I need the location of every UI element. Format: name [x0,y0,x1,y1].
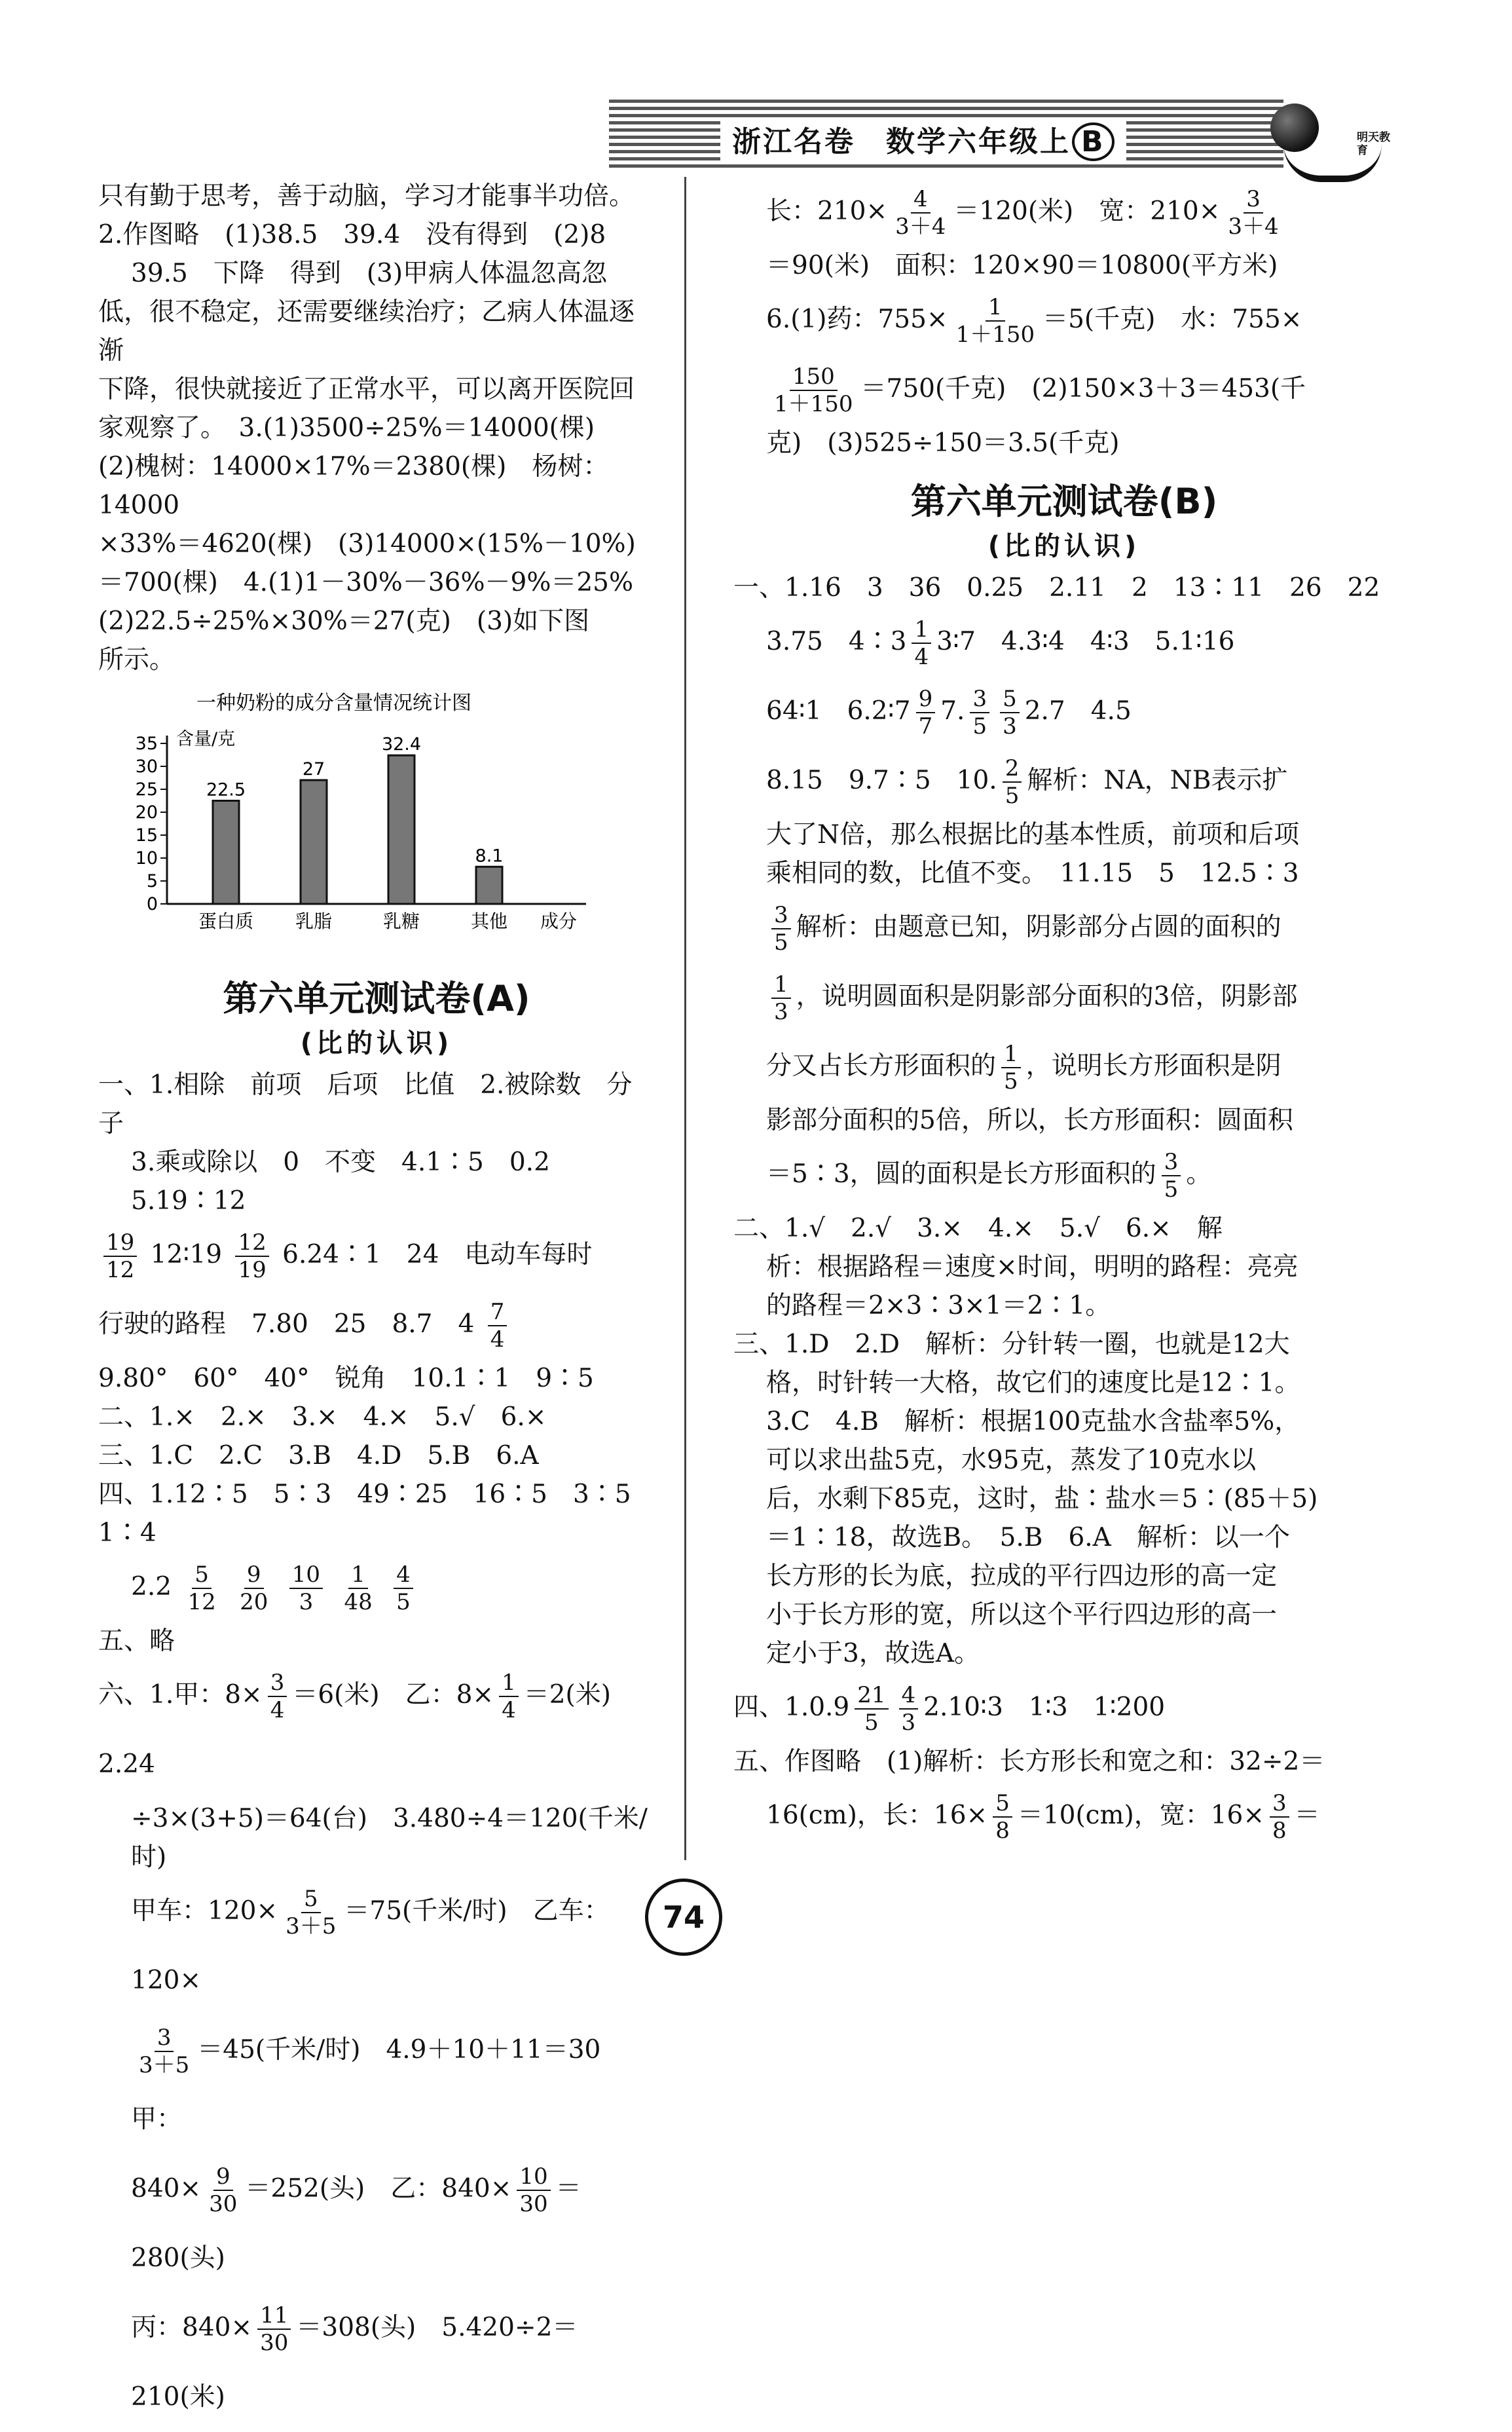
text-line: 下降，很快就接近了正常水平，可以离开医院回 [98,375,635,404]
text-line: $\frac{3}{3+5}$ ＝45(千米/时) 4.9＋10＋11＝30 甲： [131,2025,627,2134]
text-line: 家观察了。 3.(1)3500÷25%＝14000(棵) [98,413,595,443]
chart-y-tick-label: 25 [135,779,158,800]
text-line: $\frac{150}{1+150}$ ＝750(千克) (2)150×3＋3＝453(千 [733,354,1395,424]
text-line: ＝90(米) 面积：120×90＝10800(平方米) [766,251,1278,280]
text-line: 三、1.D 2.D 解析：分针转一圈，也就是12大 [733,1330,1290,1359]
fraction: $\frac{9}{20}$ [240,1562,268,1615]
chart-y-tick-label: 35 [135,734,158,754]
text-line: 8.15 9.7∶5 10. $\frac{2}{5}$ 解析：NA，NB表示扩 [766,755,1288,809]
fraction: $\frac{19}{12}$ [103,1229,137,1283]
chart-y-tick-label: 15 [135,825,158,846]
text-line: 只有勤于思考，善于动脑，学习才能事半功倍。 [98,181,635,211]
chart-data-label: 8.1 [475,846,504,867]
text-line: 小于长方形的宽，所以这个平行四边形的高一 [766,1600,1278,1630]
fraction: $\frac{4}{3}$ [899,1682,919,1736]
text-line: 二、1.× 2.× 3.× 4.× 5.√ 6.× [98,1402,547,1432]
chart-y-tick-label: 5 [146,871,158,891]
grade-mark: B [1072,122,1115,161]
text-line: ÷3×(3+5)＝64(台) 3.480÷4＝120(千米/时) [131,1804,648,1872]
text-line: 后，水剩下85克，这时，盐∶盐水＝5∶(85＋5) [766,1484,1318,1514]
fraction: $\frac{3}{5}$ [1162,1149,1181,1203]
text-line: 3.C 4.B 解析：根据100克盐水含盐率5%， [766,1407,1300,1436]
text-line: 可以求出盐5克，水95克，蒸发了10克水以 [766,1446,1257,1475]
chart-bar [301,780,327,904]
text-line: 39.5 下降 得到 (3)甲病人体温忽高忽 [131,259,608,288]
text-line: 2.作图略 (1)38.5 39.4 没有得到 (2)8 [98,220,606,250]
text-line: 分又占长方形面积的 $\frac{1}{5}$ ，说明长方形面积是阴 [766,1041,1282,1094]
header-title [720,118,1126,161]
chart-y-tick-label: 0 [146,894,158,914]
left-column [98,177,655,2432]
milk-powder-bar-chart [98,684,655,960]
text-line: 二、1.√ 2.√ 3.× 4.× 5.√ 6.× 解 [733,1214,1223,1243]
fraction: $\frac{3}{8}$ [1270,1790,1289,1844]
chart-title: 一种奶粉的成分含量情况统计图 [196,692,471,715]
fraction: $\frac{11}{30}$ [257,2302,291,2356]
chart-category-label: 乳糖 [382,910,420,932]
right-column [733,177,1395,1850]
section-b-subtitle: (比的认识) [987,531,1141,561]
text-line: 所示。 [98,645,175,675]
fraction: $\frac{3}{3+4}$ [1228,186,1279,240]
fraction: $\frac{9}{30}$ [209,2163,238,2217]
text-line: 一、1.相除 前项 后项 比值 2.被除数 分子 [98,1070,633,1138]
column-divider [684,177,686,1860]
text-line: 影部分面积的5倍，所以，长方形面积：圆面积 [766,1106,1293,1135]
fraction: $\frac{1}{3}$ [771,971,791,1025]
fraction: $\frac{3}{5}$ [970,686,989,739]
section-a-title: 第六单元测试卷(A) [223,978,530,1019]
fraction: $\frac{5}{3}$ [1000,686,1020,739]
text-line: 格，时针转一大格，故它们的速度比是12∶1。 [766,1368,1300,1398]
fraction: $\frac{7}{4}$ [488,1299,507,1353]
fraction: $\frac{9}{7}$ [916,686,936,739]
fraction: $\frac{2}{5}$ [1003,755,1022,809]
chart-data-label: 22.5 [206,779,246,800]
text-line: ＝5∶3，圆的面积是长方形面积的 $\frac{3}{5}$ 。 [766,1149,1212,1203]
chart-bar [388,755,415,904]
text-line: 六、1.甲：8× $\frac{3}{4}$ ＝6(米) 乙：8× $\frac{1}{4}$ ＝2(米) 2.24 [98,1670,636,1779]
text-line: 乘相同的数，比值不变。 11.15 5 12.5∶3 [766,859,1299,888]
fraction: $\frac{10}{3}$ [289,1562,323,1615]
text-line: 的路程＝2×3∶3×1＝2∶1。 [766,1291,1111,1320]
fraction: $\frac{5}{12}$ [187,1562,216,1615]
text-line: 定小于3，故选A。 [766,1639,980,1668]
fraction: $\frac{1}{4}$ [912,616,931,670]
text-line: 3.乘或除以 0 不变 4.1∶5 0.2 5.19∶12 [131,1148,576,1216]
fraction: $\frac{1}{48}$ [344,1562,373,1615]
text-line: 行驶的路程 7.80 25 8.7 4 $\frac{7}{4}$ [98,1290,655,1359]
fraction: $\frac{1}{5}$ [1001,1041,1021,1094]
text-line: 四、1.12∶5 5∶3 49∶25 16∶5 3∶5 1∶4 [98,1480,657,1548]
fraction: $\frac{3}{4}$ [268,1670,287,1723]
section-a-subtitle: (比的认识) [300,1028,453,1058]
text-line: 16(cm)，长：16× $\frac{5}{8}$ ＝10(cm)，宽：16× $\frac{3}{8}$ ＝ [766,1790,1320,1844]
chart-bar [476,867,502,904]
fraction: $\frac{1}{1+150}$ [955,294,1035,348]
text-line: 析：根据路程＝速度×时间，明明的路程：亮亮 [766,1252,1299,1282]
text-line: 大了N倍，那么根据比的基本性质，前项和后项 [766,820,1300,850]
text-line: 64∶1 6.2∶7 $\frac{9}{7}$ 7. $\frac{3}{5}$ $\frac{5}{3}$ 2.7 4.5 [766,686,1132,739]
section-b-title: 第六单元测试卷(B) [910,481,1218,522]
text-line: 甲车：120× $\frac{5}{3+5}$ ＝75(千米/时) 乙车：120× [131,1886,610,1995]
header-title-text: 浙江名卷 数学六年级上 [732,125,1071,159]
text-line: 9.80° 60° 40° 锐角 10.1∶1 9∶5 [98,1364,594,1393]
chart-y-tick-label: 20 [135,802,158,823]
text-line: 五、作图略 (1)解析：长方形长和宽之和：32÷2＝ [733,1747,1325,1776]
text-line: ＝1∶18，故选B。 5.B 6.A 解析：以一个 [766,1523,1290,1552]
chart-x-label: 成分 [540,910,578,932]
fraction: $\frac{4}{5}$ [394,1562,413,1615]
text-line: 克) (3)525÷150＝3.5(千克) [766,428,1120,458]
chart-category-label: 蛋白质 [198,910,254,932]
chart-category-label: 乳脂 [295,910,333,932]
text-line: 丙：840× $\frac{11}{30}$ ＝308(头) 5.420÷2＝210(米) [131,2302,578,2412]
fraction: $\frac{10}{30}$ [517,2163,550,2217]
text-line: ＝700(棵) 4.(1)1－30%－36%－9%＝25% [98,568,634,597]
text-line: 低，很不稳定，还需要继续治疗；乙病人体温逐渐 [98,297,635,365]
publisher-logo [1270,92,1401,183]
text-line: 6.(1)药：755× $\frac{1}{1+150}$ ＝5(千克) 水：755× [766,294,1302,348]
text-line: 长方形的长为底，拉成的平行四边形的高一定 [766,1562,1278,1591]
chart-data-label: 32.4 [381,734,422,755]
chart-data-label: 27 [302,759,325,779]
chart-bar [213,801,239,905]
chart-category-label: 其他 [470,910,508,932]
page-number: 74 [645,1879,722,1956]
text-line: 3.75 4∶3 $\frac{1}{4}$ 3∶7 4.3∶4 4∶3 5.1∶16 [766,616,1235,670]
text-line: 四、1.0.9 $\frac{21}{5}$ $\frac{4}{3}$ 2.10∶3 1∶3 1∶200 [733,1682,1166,1736]
text-line: 长：210× $\frac{4}{3+4}$ ＝120(米) 宽：210× $\frac{3}{3+4}$ [733,177,1395,246]
fraction: $\frac{12}{19}$ [235,1229,268,1283]
text-line: $\frac{1}{3}$ ，说明圆面积是阴影部分面积的3倍，阴影部 [733,962,1395,1032]
fraction: $\frac{5}{8}$ [993,1790,1012,1844]
chart-svg [98,684,655,960]
chart-y-tick-label: 10 [135,848,158,869]
fraction: $\frac{4}{3+4}$ [895,186,946,240]
text-line: (2)22.5÷25%×30%＝27(克) (3)如下图 [98,607,590,636]
logo-brand-text: 明天教育 [1357,131,1390,157]
text-line: ×33%＝4620(棵) (3)14000×(15%－10%) [98,529,636,559]
text-line: $\frac{19}{12}$ 12∶19 $\frac{12}{19}$ 6.24∶1 24 电动车每时 [98,1220,655,1290]
text-line: 一、1.16 3 36 0.25 2.11 2 13∶11 26 22 [733,573,1380,603]
chart-y-tick-label: 30 [135,757,158,777]
fraction: $\frac{5}{3+5}$ [286,1886,337,1939]
text-line: 三、1.C 2.C 3.B 4.D 5.B 6.A [98,1441,539,1470]
fraction: $\frac{3}{3+5}$ [139,2025,190,2078]
text-line: $\frac{3}{5}$ 解析：由题意已知，阴影部分占圆的面积的 [733,893,1395,962]
fraction: $\frac{21}{5}$ [855,1682,888,1736]
fraction: $\frac{150}{1+150}$ [774,364,853,417]
text-line: (2)槐树：14000×17%＝2380(棵) 杨树：14000 [98,452,609,520]
text-line: 840× $\frac{9}{30}$ ＝252(头) 乙：840× $\frac{10}{30}$ ＝280(头) [131,2163,581,2273]
fraction: $\frac{3}{5}$ [771,902,791,956]
text-line: 五、略 [98,1626,175,1656]
chart-y-label: 含量/克 [176,729,236,749]
fraction: $\frac{1}{4}$ [499,1670,519,1723]
page-header [609,92,1493,183]
text-line: 2.2 $\frac{5}{12}$ $\frac{9}{20}$ $\frac{10}{3}$ $\frac{1}{48}$ $\frac{4}{5}$ [98,1552,655,1622]
